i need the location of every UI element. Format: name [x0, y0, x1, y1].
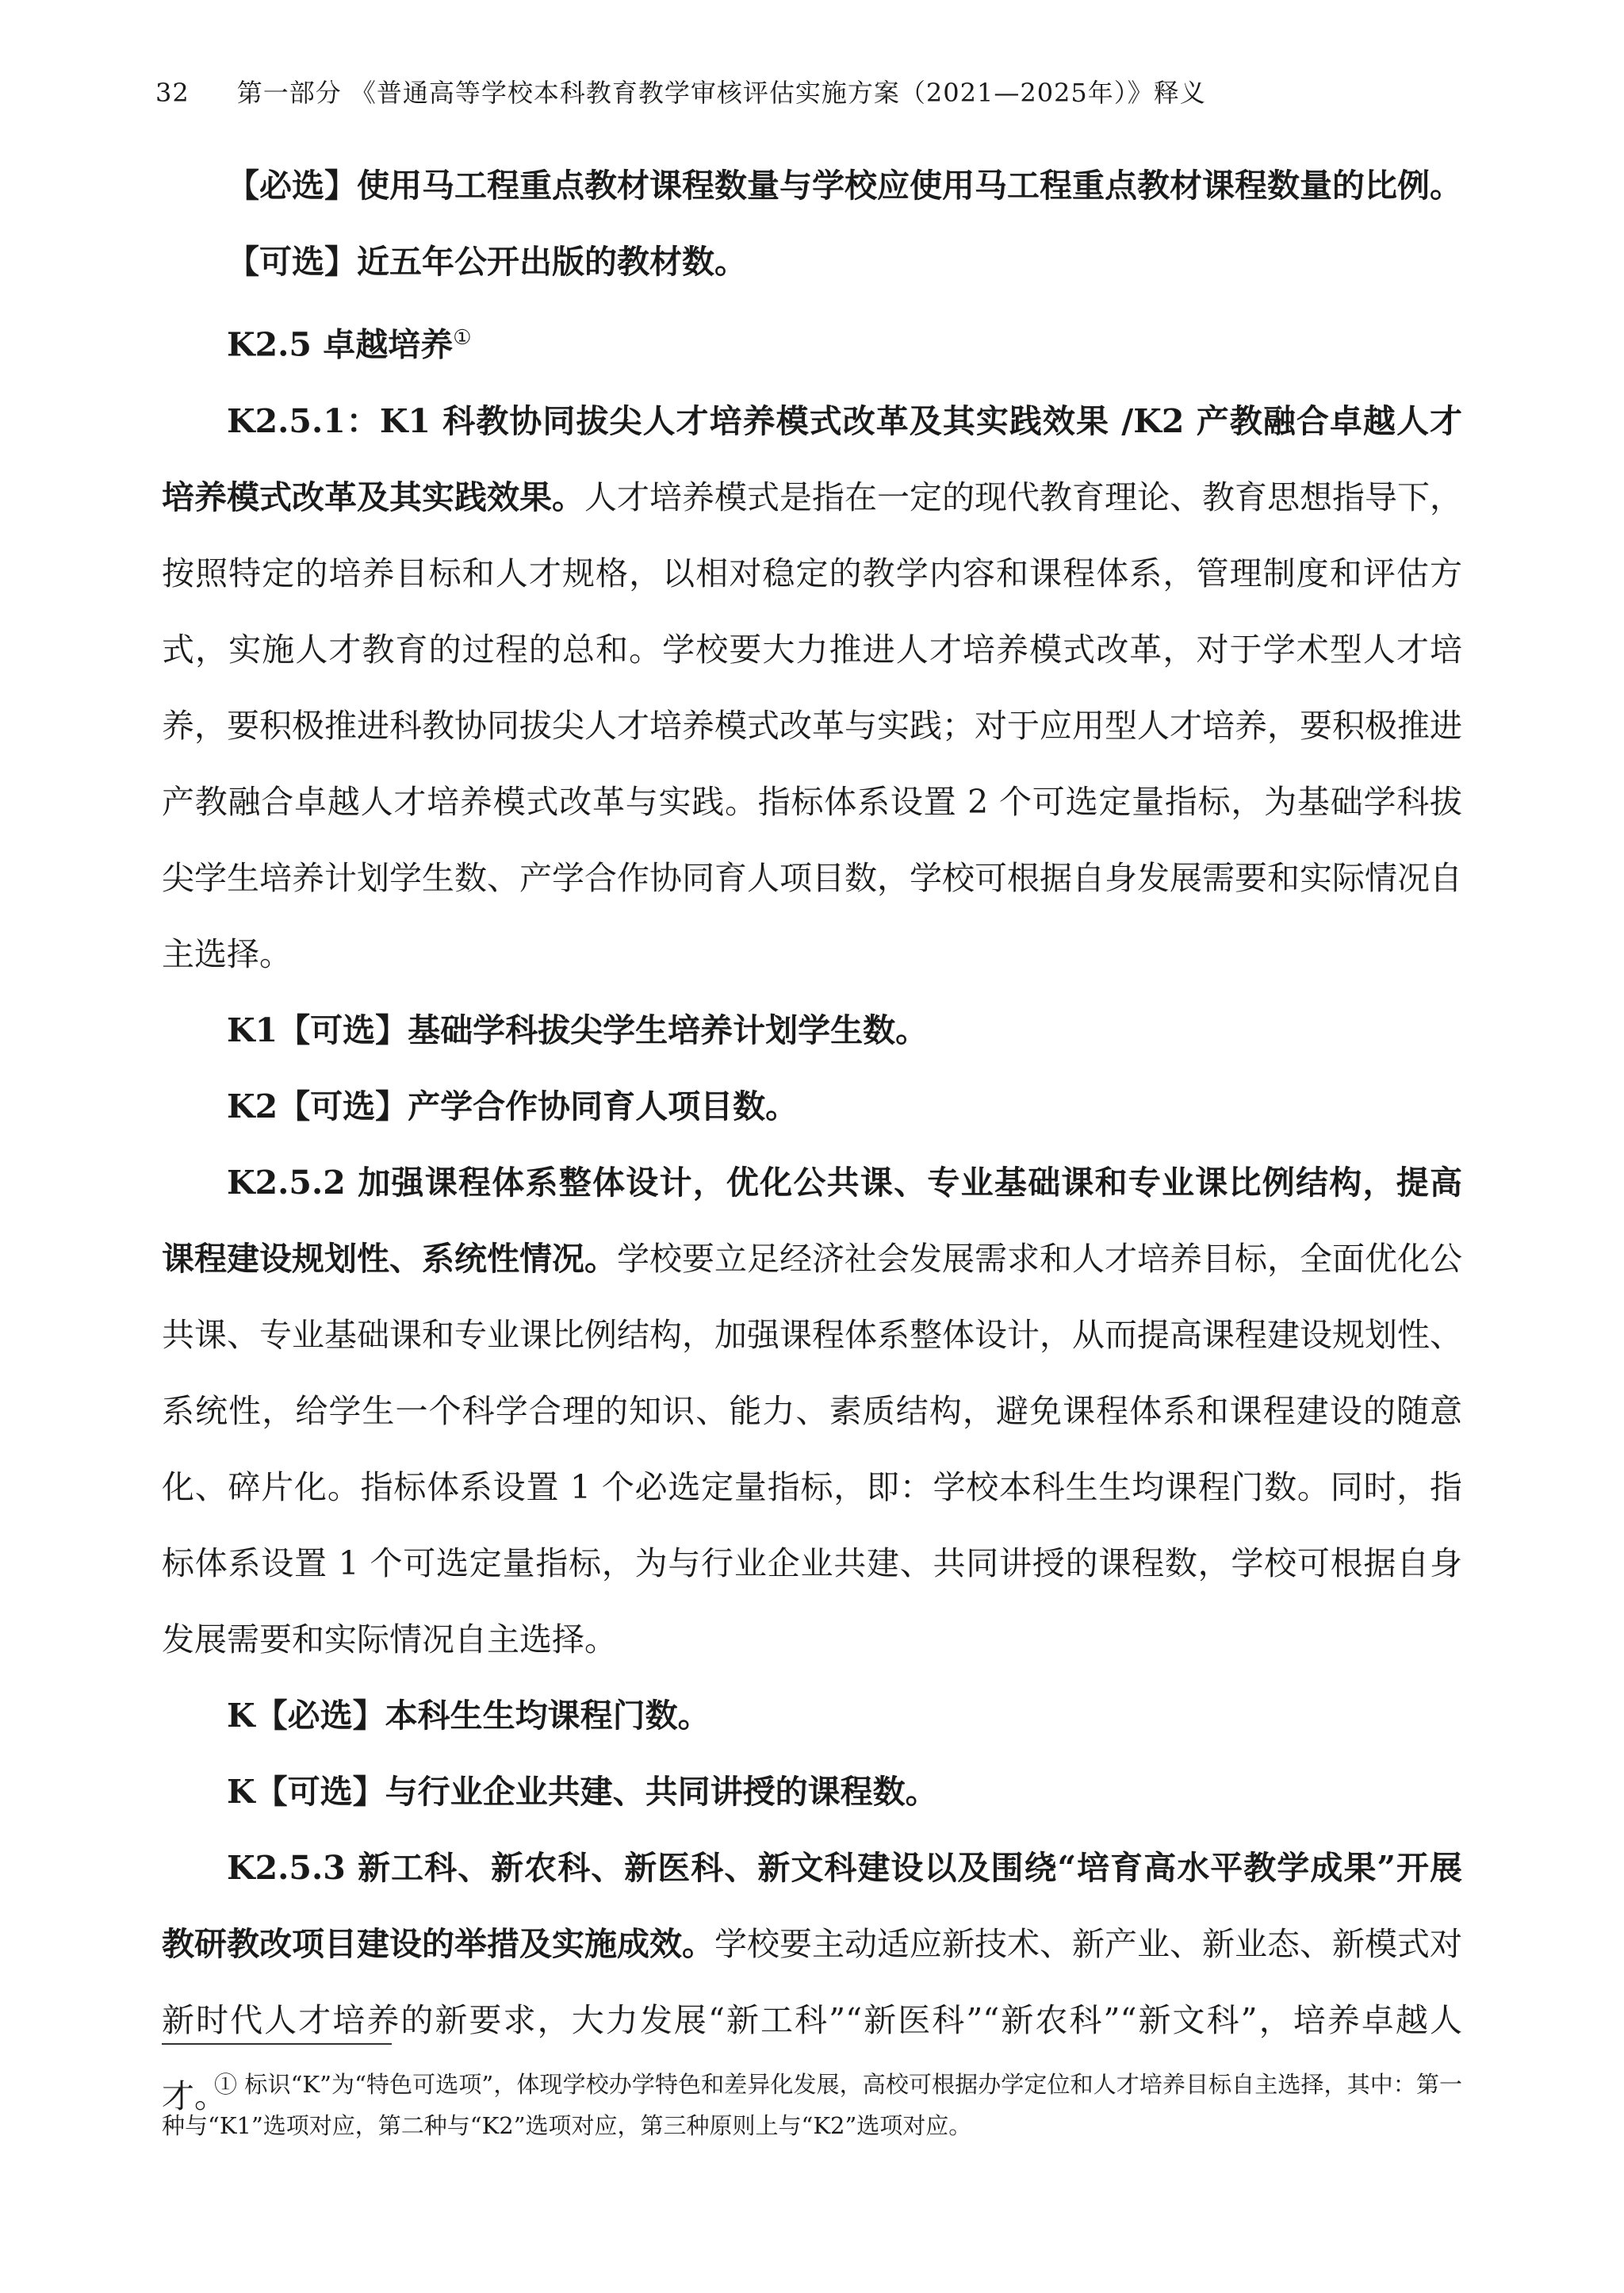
page-number: 32	[155, 78, 190, 108]
indicator-k-required: K【必选】本科生生均课程门数。	[227, 1696, 710, 1735]
running-header	[155, 73, 1206, 109]
item-heading-k2-5-2: K2.5.2 加强课程体系整体设计，优化公共课、专业基础课和专业课比例结构，提高课程建设规划性、系统性情况。	[162, 1163, 1462, 1278]
section-title: K2.5 卓越培养	[227, 325, 454, 364]
item-body-k2-5-3: 学校要主动适应新技术、新产业、新业态、新模式对新时代人才培养的新要求，大力发展“新工科”“新医科”“新农科”“新文科”，培养卓越人才。	[162, 1924, 1462, 2115]
item-heading-k2-5-1: K2.5.1：K1 科教协同拔尖人才培养模式改革及其实践效果 /K2 产教融合卓越人才培养模式改革及其实践效果。	[162, 401, 1462, 516]
paragraph-required-textbook-ratio: 【必选】使用马工程重点教材课程数量与学校应使用马工程重点教材课程数量的比例。	[227, 167, 1462, 205]
page-body	[162, 148, 1462, 2134]
footnote-marker: ①	[453, 326, 472, 350]
indicator-k2-optional: K2【可选】产学合作协同育人项目数。	[227, 1087, 799, 1125]
section-heading-k2-5	[162, 300, 1462, 383]
indicator-k1-optional: K1【可选】基础学科拔尖学生培养计划学生数。	[227, 1010, 929, 1049]
footnote-text: ① 标识“K”为“特色可选项”，体现学校办学特色和差异化发展，高校可根据办学定位和人才培养目标自主选择，其中：第一种与“K1”选项对应，第二种与“K2”选项对应，第三种原则上与“K2”选项对应。	[162, 2071, 1462, 2139]
item-body-k2-5-1: 人才培养模式是指在一定的现代教育理论、教育思想指导下，按照特定的培养目标和人才规格，以相对稳定的教学内容和课程体系，管理制度和评估方式，实施人才教育的过程的总和。学校要大力推进人才培养模式改革，对于学术型人才培养，要积极推进科教协同拔尖人才培养模式改革与实践；对于应用型人才培养，要积极推进产教融合卓越人才培养模式改革与实践。指标体系设置 2 个可选定量指标，为基础学科拔尖学生培养计划学生数、产学合作协同育人项目数，学校可根据自身发展需要和实际情况自主选择。	[162, 477, 1462, 973]
paragraph-optional-textbook-count: 【可选】近五年公开出版的教材数。	[227, 243, 747, 281]
item-body-k2-5-2: 学校要立足经济社会发展需求和人才培养目标，全面优化公共课、专业基础课和专业课比例结构，加强课程体系整体设计，从而提高课程建设规划性、系统性，给学生一个科学合理的知识、能力、素质结构，避免课程体系和课程建设的随意化、碎片化。指标体系设置 1 个必选定量指标，即：学校本科生生均课程门数。同时，指标体系设置 1 个可选定量指标，为与行业企业共建、共同讲授的课程数，学校可根据自身发展需要和实际情况自主选择。	[162, 1239, 1462, 1658]
paragraph-k2-5-1	[162, 383, 1462, 992]
paragraph-k2-5-2	[162, 1145, 1462, 1678]
item-heading-k2-5-3: K2.5.3 新工科、新农科、新医科、新文科建设以及围绕“培育高水平教学成果”开展教研教改项目建设的举措及实施成效。	[162, 1848, 1462, 1963]
footnote-divider	[162, 2043, 392, 2045]
indicator-k-optional: K【可选】与行业企业共建、共同讲授的课程数。	[227, 1772, 938, 1811]
footnote	[162, 2064, 1462, 2146]
running-title: 第一部分 《普通高等学校本科教育教学审核评估实施方案（2021—2025年）》释义	[236, 78, 1206, 108]
